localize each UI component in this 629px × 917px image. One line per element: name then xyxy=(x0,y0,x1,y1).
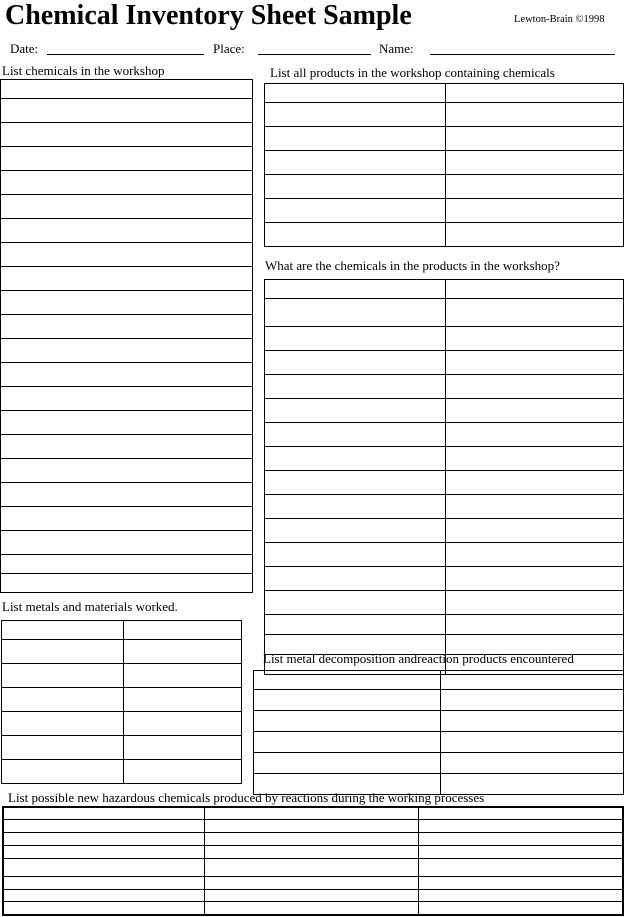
form-cell[interactable] xyxy=(124,664,242,688)
form-row xyxy=(265,199,624,223)
form-row xyxy=(265,591,624,615)
form-row xyxy=(265,151,624,175)
form-cell[interactable] xyxy=(446,399,624,423)
form-cell[interactable] xyxy=(446,543,624,567)
form-cell[interactable] xyxy=(1,483,253,507)
form-row xyxy=(265,399,624,423)
form-cell[interactable] xyxy=(1,339,253,363)
form-cell[interactable] xyxy=(1,195,253,219)
form-cell[interactable] xyxy=(446,299,624,327)
form-cell[interactable] xyxy=(265,175,446,199)
chemicals-table xyxy=(0,79,253,593)
form-row xyxy=(1,411,253,435)
form-cell[interactable] xyxy=(446,351,624,375)
form-row xyxy=(265,223,624,247)
form-cell[interactable] xyxy=(1,574,253,593)
form-cell[interactable] xyxy=(265,543,446,567)
form-cell[interactable] xyxy=(2,712,124,736)
form-row xyxy=(265,519,624,543)
form-cell[interactable] xyxy=(265,151,446,175)
hazardous-section-label: List possible new hazardous chemicals produced by reactions during the working processes xyxy=(8,790,485,805)
form-cell[interactable] xyxy=(1,387,253,411)
form-cell[interactable] xyxy=(3,876,205,889)
form-row xyxy=(254,671,624,690)
form-row xyxy=(1,243,253,267)
form-row xyxy=(265,327,624,351)
form-cell[interactable] xyxy=(2,621,124,640)
form-cell[interactable] xyxy=(446,615,624,635)
form-row xyxy=(265,615,624,635)
form-cell[interactable] xyxy=(265,495,446,519)
form-row xyxy=(265,375,624,399)
form-cell[interactable] xyxy=(446,375,624,399)
hazardous-table xyxy=(2,806,624,916)
name-label: Name: xyxy=(379,41,414,56)
form-cell[interactable] xyxy=(441,774,624,795)
form-cell[interactable] xyxy=(419,902,624,915)
form-row xyxy=(1,531,253,555)
form-row xyxy=(3,889,623,902)
chemicals-in-products-section-label: What are the chemicals in the products in the workshop? xyxy=(265,258,560,273)
form-cell[interactable] xyxy=(1,459,253,483)
form-row xyxy=(265,567,624,591)
form-cell[interactable] xyxy=(1,435,253,459)
form-row xyxy=(3,859,623,876)
form-cell[interactable] xyxy=(265,447,446,471)
form-cell[interactable] xyxy=(265,327,446,351)
form-cell[interactable] xyxy=(254,671,441,690)
form-row xyxy=(254,774,624,795)
form-row xyxy=(3,807,623,820)
form-cell[interactable] xyxy=(205,859,419,876)
form-cell[interactable] xyxy=(265,199,446,223)
form-row xyxy=(1,459,253,483)
form-cell[interactable] xyxy=(205,889,419,902)
form-row xyxy=(265,447,624,471)
form-row xyxy=(1,507,253,531)
form-row xyxy=(1,195,253,219)
decomposition-section-label: List metal decomposition andreaction products encountered xyxy=(263,651,574,666)
date-field[interactable] xyxy=(47,54,204,55)
form-row xyxy=(265,280,624,299)
form-row xyxy=(1,555,253,574)
form-cell[interactable] xyxy=(446,223,624,247)
name-field[interactable] xyxy=(430,54,615,55)
form-cell[interactable] xyxy=(3,902,205,915)
form-cell[interactable] xyxy=(254,711,441,732)
form-row xyxy=(254,711,624,732)
page-title: Chemical Inventory Sheet Sample xyxy=(5,0,412,31)
form-row xyxy=(1,387,253,411)
form-cell[interactable] xyxy=(419,846,624,859)
form-row xyxy=(2,760,242,784)
metals-table xyxy=(1,620,242,784)
form-cell[interactable] xyxy=(1,99,253,123)
form-cell[interactable] xyxy=(1,267,253,291)
form-cell[interactable] xyxy=(441,732,624,753)
form-cell[interactable] xyxy=(205,833,419,846)
form-row xyxy=(265,299,624,327)
products-table xyxy=(264,83,624,247)
form-row xyxy=(254,753,624,774)
form-cell[interactable] xyxy=(1,531,253,555)
form-cell[interactable] xyxy=(419,876,624,889)
form-cell[interactable] xyxy=(265,399,446,423)
form-row xyxy=(265,635,624,655)
form-cell[interactable] xyxy=(446,635,624,655)
form-cell[interactable] xyxy=(1,411,253,435)
form-row xyxy=(2,640,242,664)
form-cell[interactable] xyxy=(205,820,419,833)
form-cell[interactable] xyxy=(446,280,624,299)
form-cell[interactable] xyxy=(441,690,624,711)
form-row xyxy=(1,80,253,99)
form-row xyxy=(1,483,253,507)
form-row xyxy=(1,219,253,243)
form-cell[interactable] xyxy=(265,519,446,543)
form-cell[interactable] xyxy=(1,507,253,531)
chemicals-section-label: List chemicals in the workshop xyxy=(2,63,165,78)
form-cell[interactable] xyxy=(254,732,441,753)
form-cell[interactable] xyxy=(2,760,124,784)
form-cell[interactable] xyxy=(3,807,205,820)
form-cell[interactable] xyxy=(3,820,205,833)
form-row xyxy=(1,99,253,123)
form-cell[interactable] xyxy=(265,567,446,591)
form-cell[interactable] xyxy=(446,127,624,151)
form-cell[interactable] xyxy=(1,147,253,171)
form-cell[interactable] xyxy=(446,199,624,223)
date-label: Date: xyxy=(10,41,39,56)
form-cell[interactable] xyxy=(1,171,253,195)
form-cell[interactable] xyxy=(1,123,253,147)
copyright-credit: Lewton-Brain ©1998 xyxy=(514,14,605,25)
form-cell[interactable] xyxy=(419,833,624,846)
form-row xyxy=(265,423,624,447)
form-cell[interactable] xyxy=(1,555,253,574)
form-cell[interactable] xyxy=(1,243,253,267)
form-cell[interactable] xyxy=(419,889,624,902)
form-row xyxy=(2,736,242,760)
form-cell[interactable] xyxy=(446,447,624,471)
form-cell[interactable] xyxy=(265,223,446,247)
form-cell[interactable] xyxy=(2,664,124,688)
form-cell[interactable] xyxy=(265,615,446,635)
place-label: Place: xyxy=(213,41,245,56)
metals-section-label: List metals and materials worked. xyxy=(2,599,178,614)
form-cell[interactable] xyxy=(265,84,446,103)
form-cell[interactable] xyxy=(3,846,205,859)
form-row xyxy=(1,291,253,315)
decomposition-table xyxy=(253,670,624,795)
form-cell[interactable] xyxy=(205,807,419,820)
form-cell[interactable] xyxy=(446,151,624,175)
form-row xyxy=(1,363,253,387)
form-row xyxy=(3,876,623,889)
form-row xyxy=(265,543,624,567)
form-cell[interactable] xyxy=(124,688,242,712)
form-row xyxy=(2,712,242,736)
form-cell[interactable] xyxy=(419,820,624,833)
form-cell[interactable] xyxy=(446,423,624,447)
form-cell[interactable] xyxy=(419,807,624,820)
form-cell[interactable] xyxy=(265,127,446,151)
form-cell[interactable] xyxy=(446,495,624,519)
form-row xyxy=(3,902,623,915)
form-cell[interactable] xyxy=(446,103,624,127)
form-cell[interactable] xyxy=(265,471,446,495)
form-cell[interactable] xyxy=(1,219,253,243)
form-cell[interactable] xyxy=(124,712,242,736)
form-row xyxy=(265,127,624,151)
form-row xyxy=(254,732,624,753)
form-row xyxy=(265,471,624,495)
form-row xyxy=(3,846,623,859)
place-field[interactable] xyxy=(258,54,371,55)
form-row xyxy=(265,495,624,519)
products-section-label: List all products in the workshop containing chemicals xyxy=(270,65,555,80)
form-cell[interactable] xyxy=(124,736,242,760)
form-cell[interactable] xyxy=(265,423,446,447)
form-cell[interactable] xyxy=(441,711,624,732)
form-cell[interactable] xyxy=(265,299,446,327)
form-row xyxy=(2,664,242,688)
form-row xyxy=(265,103,624,127)
form-row xyxy=(3,820,623,833)
form-cell[interactable] xyxy=(419,859,624,876)
form-cell[interactable] xyxy=(446,471,624,495)
form-cell[interactable] xyxy=(124,621,242,640)
form-cell[interactable] xyxy=(1,80,253,99)
form-cell[interactable] xyxy=(441,753,624,774)
form-cell[interactable] xyxy=(446,175,624,199)
form-row xyxy=(2,688,242,712)
form-cell[interactable] xyxy=(446,567,624,591)
form-cell[interactable] xyxy=(2,736,124,760)
form-row xyxy=(1,339,253,363)
form-cell[interactable] xyxy=(254,774,441,795)
form-row xyxy=(254,690,624,711)
form-cell[interactable] xyxy=(254,690,441,711)
form-row xyxy=(265,175,624,199)
form-cell[interactable] xyxy=(265,591,446,615)
form-row xyxy=(1,267,253,291)
form-cell[interactable] xyxy=(205,846,419,859)
form-cell[interactable] xyxy=(3,859,205,876)
form-row xyxy=(265,84,624,103)
form-cell[interactable] xyxy=(265,635,446,655)
form-row xyxy=(1,123,253,147)
form-row xyxy=(1,435,253,459)
form-cell[interactable] xyxy=(124,760,242,784)
form-cell[interactable] xyxy=(446,591,624,615)
form-cell[interactable] xyxy=(265,351,446,375)
form-cell[interactable] xyxy=(254,753,441,774)
form-cell[interactable] xyxy=(441,671,624,690)
form-cell[interactable] xyxy=(2,688,124,712)
form-row xyxy=(1,574,253,593)
form-cell[interactable] xyxy=(2,640,124,664)
form-row xyxy=(265,351,624,375)
form-row xyxy=(2,621,242,640)
form-row xyxy=(3,833,623,846)
form-cell[interactable] xyxy=(265,375,446,399)
form-cell[interactable] xyxy=(446,327,624,351)
form-cell[interactable] xyxy=(446,84,624,103)
form-cell[interactable] xyxy=(1,315,253,339)
form-cell[interactable] xyxy=(205,902,419,915)
form-row xyxy=(1,147,253,171)
form-cell[interactable] xyxy=(265,280,446,299)
form-cell[interactable] xyxy=(1,291,253,315)
form-cell[interactable] xyxy=(265,103,446,127)
form-row xyxy=(1,171,253,195)
form-cell[interactable] xyxy=(205,876,419,889)
form-cell[interactable] xyxy=(446,519,624,543)
form-row xyxy=(1,315,253,339)
form-cell[interactable] xyxy=(3,833,205,846)
chemicals-in-products-table xyxy=(264,279,624,675)
form-cell[interactable] xyxy=(3,889,205,902)
form-cell[interactable] xyxy=(124,640,242,664)
form-cell[interactable] xyxy=(1,363,253,387)
